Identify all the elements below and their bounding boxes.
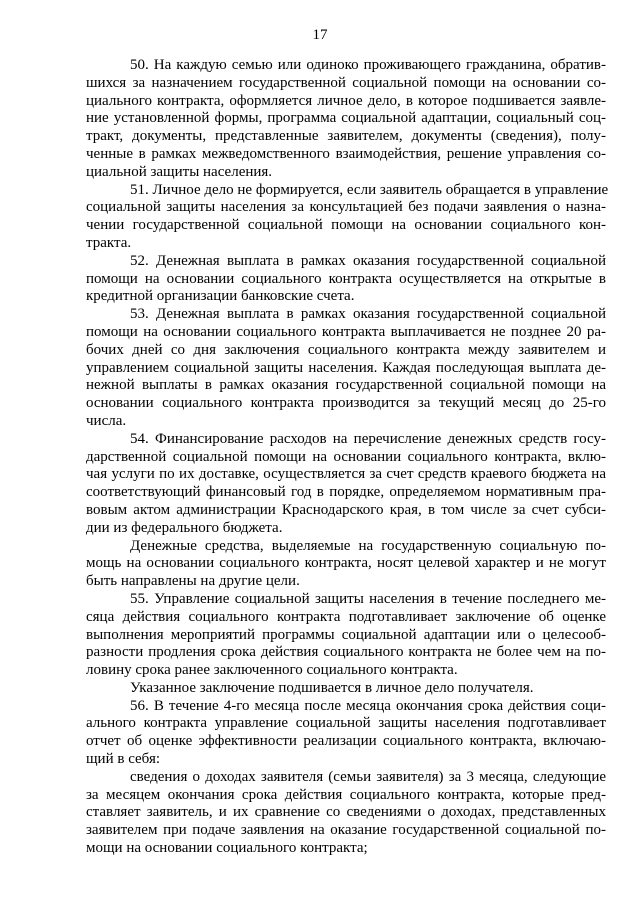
text-line: шихся за назначением государственной социальной помощи на основании со- bbox=[86, 74, 606, 91]
text-line: 50. На каждую семью или одиноко проживающего гражданина, обратив- bbox=[130, 57, 606, 73]
text-line: щий в себя: bbox=[86, 751, 161, 768]
text-line: чении государственной социальной помощи на основании социального кон- bbox=[86, 217, 606, 234]
text-line: 54. Финансирование расходов на перечисление денежных средств госу- bbox=[130, 430, 606, 447]
text-line: социальной защиты населения за консультацией без подачи заявления о назна- bbox=[86, 199, 606, 216]
text-line: управлением социальной защиты населения. Каждая последующая выплата де- bbox=[86, 359, 606, 376]
text-line: ального контракта управление социальной защиты населения подготавливает bbox=[86, 715, 606, 732]
text-line: бочих дней со дня заключения социального контракта между заявителем и bbox=[86, 341, 606, 358]
text-line: циального контракта, оформляется личное дело, в которое подшивается заявле- bbox=[86, 92, 606, 109]
text-line: ченные в рамках межведомственного взаимодействия, решение управления со- bbox=[86, 145, 606, 162]
text-line: дии из федерального бюджета. bbox=[86, 519, 283, 536]
text-line: ние установленной формы, программа социальной адаптации, социальный соц- bbox=[86, 110, 606, 127]
text-line: разности продления срока действия социального контракта не более чем на по- bbox=[86, 644, 606, 661]
text-line: тракт, документы, представленные заявителем, документы (сведения), полу- bbox=[86, 128, 606, 145]
text-line: нежной выплаты в рамках оказания государственной социальной помощи на bbox=[86, 377, 606, 394]
text-line: мощь на основании социального контракта, носят целевой характер и не могут bbox=[86, 555, 606, 572]
text-line: дарственной социальной помощи на основании социального контракта, вклю- bbox=[86, 448, 606, 465]
text-line: 55. Управление социальной защиты населения в течение последнего ме- bbox=[130, 590, 606, 607]
text-line: мощи на основании социального контракта; bbox=[86, 840, 368, 857]
text-line: вовым актом администрации Краснодарского края, в том числе за счет субси- bbox=[86, 501, 606, 518]
document-body bbox=[86, 57, 609, 858]
text-line: 56. В течение 4-го месяца после месяца окончания срока действия соци- bbox=[130, 697, 606, 714]
text-line: числа. bbox=[86, 412, 127, 429]
text-line: выполнения мероприятий программы социальной адаптации или о целесооб- bbox=[86, 626, 606, 643]
text-line: 51. Личное дело не формируется, если заявитель обращается в управление bbox=[130, 181, 609, 198]
text-line: основании социального контракта производится за текущий месяц до 25-го bbox=[86, 395, 606, 412]
text-line: за месяцем окончания срока действия социального контракта, которые пред- bbox=[86, 786, 606, 803]
page-number: 17 bbox=[312, 27, 328, 43]
text-line: помощи на основании социального контракта осуществляется на открытые в bbox=[86, 270, 606, 287]
text-line: отчет об оценке эффективности реализации социального контракта, включаю- bbox=[86, 733, 606, 750]
text-line: помощи на основании социального контракта выплачивается не позднее 20 ра- bbox=[86, 323, 606, 340]
text-line: тракта. bbox=[86, 234, 132, 251]
text-line: 53. Денежная выплата в рамках оказания государственной социальной bbox=[130, 306, 606, 323]
text-line: соответствующий финансовый год в порядке, определяемом нормативным пра- bbox=[86, 484, 606, 501]
text-line: ставляет заявитель, и их сравнение со сведениями о доходах, представленных bbox=[86, 804, 606, 821]
text-line: сяца действия социального контракта подготавливает заключение об оценке bbox=[86, 608, 606, 625]
text-line: Указанное заключение подшивается в личное дело получателя. bbox=[130, 679, 534, 696]
text-line: быть направлены на другие цели. bbox=[86, 573, 300, 590]
text-line: ловину срока ранее заключенного социального контракта. bbox=[86, 662, 458, 679]
text-line: Денежные средства, выделяемые на государственную социальную по- bbox=[130, 537, 606, 554]
text-line: чая услуги по их доставке, осуществляется за счет средств краевого бюджета на bbox=[86, 466, 606, 483]
text-line: заявителем при подаче заявления на оказание государственной социальной по- bbox=[86, 822, 606, 839]
text-line: циальной защиты населения. bbox=[86, 163, 273, 180]
text-line: кредитной организации банковские счета. bbox=[86, 288, 355, 305]
text-line: 52. Денежная выплата в рамках оказания государственной социальной bbox=[130, 252, 606, 269]
text-line: сведения о доходах заявителя (семьи заявителя) за 3 месяца, следующие bbox=[130, 768, 606, 785]
